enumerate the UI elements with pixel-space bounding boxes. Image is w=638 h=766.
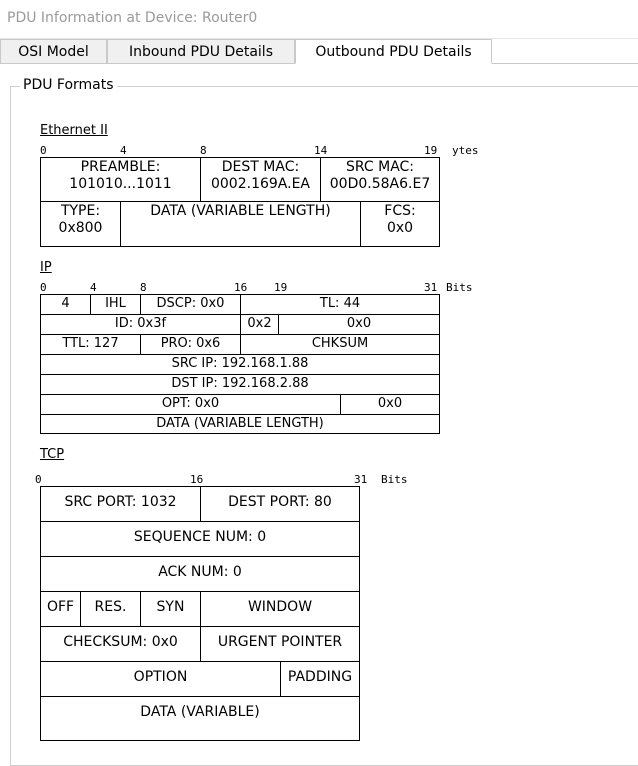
tab-osi-model[interactable]: OSI Model — [0, 39, 107, 64]
ip-options-field: OPT: 0x0 — [40, 394, 341, 415]
window-titlebar — [0, 0, 638, 39]
tab-outbound-pdu-details[interactable]: Outbound PDU Details — [295, 39, 492, 64]
tcp-sequence-num-field: SEQUENCE NUM: 0 — [40, 521, 360, 557]
field-value: 0002.169A.EA — [210, 176, 310, 192]
ip-bit-unit: Bits — [446, 281, 473, 294]
ip-dscp-field: DSCP: 0x0 — [140, 294, 241, 315]
ip-bit-mark: 31 — [424, 281, 438, 294]
tcp-bit-mark: 16 — [190, 473, 204, 486]
ip-total-length-field: TL: 44 — [240, 294, 440, 315]
ip-data-field: DATA (VARIABLE LENGTH) — [40, 414, 440, 434]
ethernet-data-field — [120, 201, 361, 247]
tcp-data-field: DATA (VARIABLE) — [40, 696, 360, 741]
ethernet-bit-mark: 4 — [120, 144, 127, 157]
tcp-dest-port-field: DEST PORT: 80 — [200, 486, 360, 522]
field-value: 101010...1011 — [69, 176, 172, 192]
tcp-bit-mark: 31 — [354, 473, 368, 486]
tcp-checksum-field: CHECKSUM: 0x0 — [40, 626, 201, 662]
tcp-bit-mark: 0 — [35, 473, 42, 486]
ethernet-fcs-field — [360, 201, 440, 247]
ip-fragment-offset-field: 0x0 — [278, 314, 440, 335]
ethernet-bit-mark: 14 — [314, 144, 328, 157]
window-title: PDU Information at Device: Router0 — [7, 10, 258, 26]
ip-ihl-field: IHL — [90, 294, 141, 315]
field-value: 0x0 — [386, 220, 414, 236]
ethernet-bit-unit: ytes — [452, 144, 479, 157]
ip-flags-field: 0x2 — [240, 314, 279, 335]
ip-id-field: ID: 0x3f — [40, 314, 241, 335]
pdu-formats-label: PDU Formats — [20, 77, 117, 93]
tcp-option-field: OPTION — [40, 661, 281, 697]
tcp-offset-field: OFF — [40, 591, 81, 627]
ip-bit-mark: 16 — [234, 281, 248, 294]
field-value: 0x800 — [58, 220, 103, 236]
ip-ttl-field: TTL: 127 — [40, 334, 141, 355]
ip-bit-mark: 8 — [140, 281, 147, 294]
ethernet-bit-mark: 19 — [424, 144, 438, 157]
field-label: TYPE: — [60, 203, 101, 219]
ip-dst-ip-field: DST IP: 192.168.2.88 — [40, 374, 440, 395]
ethernet-title: Ethernet II — [40, 123, 108, 138]
tcp-urgent-pointer-field: URGENT POINTER — [200, 626, 360, 662]
ethernet-bit-mark: 0 — [40, 144, 47, 157]
tcp-reserved-field: RES. — [80, 591, 141, 627]
field-label: DATA (VARIABLE LENGTH) — [150, 203, 331, 219]
ip-checksum-field: CHKSUM — [240, 334, 440, 355]
field-label: DEST MAC: — [221, 159, 300, 175]
tcp-src-port-field: SRC PORT: 1032 — [40, 486, 201, 522]
ethernet-src-mac-field — [320, 157, 440, 202]
tcp-window-field: WINDOW — [200, 591, 360, 627]
tcp-padding-field: PADDING — [280, 661, 360, 697]
field-label: SRC MAC: — [345, 159, 415, 175]
field-value: 00D0.58A6.E7 — [329, 176, 431, 192]
ip-bit-mark: 19 — [274, 281, 288, 294]
ip-title: IP — [40, 260, 52, 275]
ip-protocol-field: PRO: 0x6 — [140, 334, 241, 355]
field-label: FCS: — [384, 203, 416, 219]
field-label: PREAMBLE: — [80, 159, 161, 175]
ip-bit-mark: 4 — [90, 281, 97, 294]
tcp-title: TCP — [40, 447, 65, 462]
tab-inbound-pdu-details[interactable]: Inbound PDU Details — [107, 39, 295, 64]
ethernet-dest-mac-field — [200, 157, 321, 202]
tcp-bit-unit: Bits — [381, 473, 408, 486]
tcp-flags-field: SYN — [140, 591, 201, 627]
ethernet-bit-mark: 8 — [200, 144, 207, 157]
ethernet-type-field — [40, 201, 121, 247]
tcp-ack-num-field: ACK NUM: 0 — [40, 556, 360, 592]
ip-padding-field: 0x0 — [340, 394, 440, 415]
ethernet-preamble-field — [40, 157, 201, 202]
ip-bit-mark: 0 — [40, 281, 47, 294]
ip-version-field: 4 — [40, 294, 91, 315]
ip-src-ip-field: SRC IP: 192.168.1.88 — [40, 354, 440, 375]
